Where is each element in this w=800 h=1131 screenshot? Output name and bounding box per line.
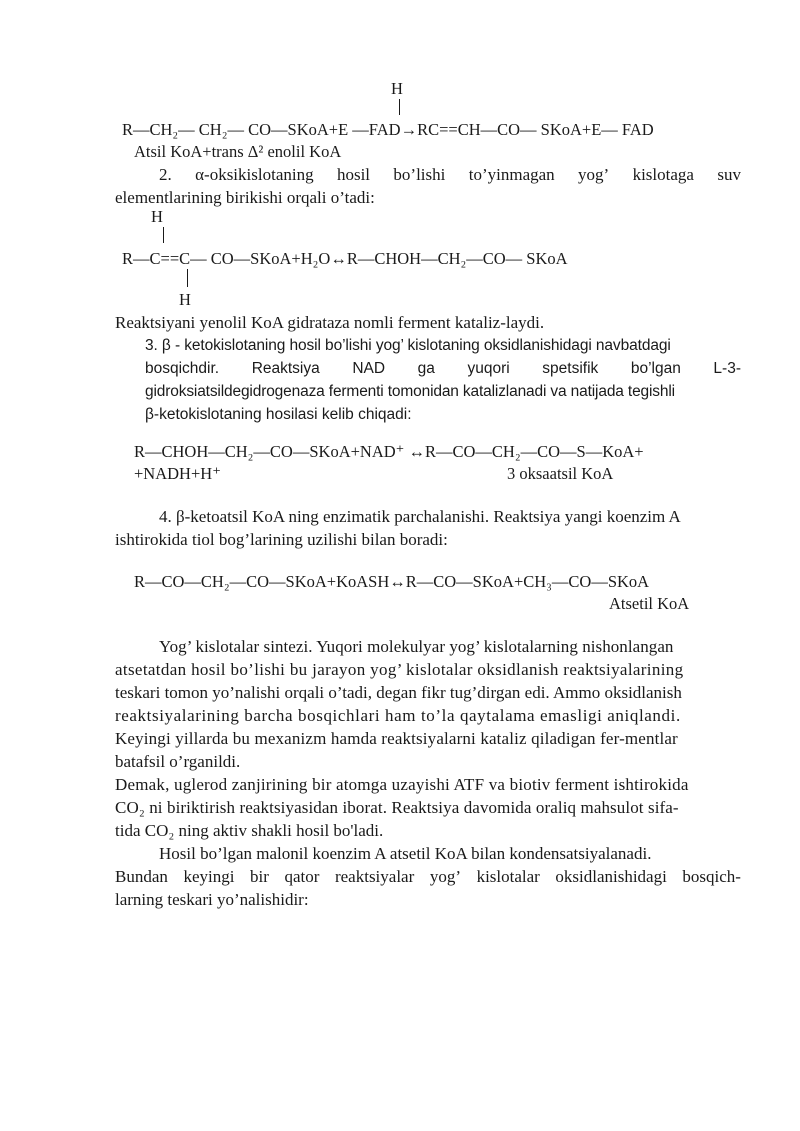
p2-line1: 2. α-oksikislotaning hosil bo’lishi to’yinmagan yog’ kislotaga suv (159, 165, 741, 184)
rxn2-h-bottom: H (179, 290, 191, 309)
p6-line2: CO₂ ni biriktirish reaktsiyasidan iborat. Reaktsiya davomida oraliq mahsulot sifa- (115, 798, 679, 817)
rxn1-equation: R—CH₂— CH₂— CO—SKoA+E —FAD→RC==CH—CO— SKoA+E— FAD (122, 120, 654, 139)
rxn4-equation: R—CO—CH₂—CO—SKoA+KoASH↔R—CO—SKoA+CH₃—CO—SKoA (134, 572, 650, 591)
p7-line2: Bundan keyingi bir qator reaktsiyalar yog’ kislotalar oksidlanishidagi bosqich- (115, 867, 741, 886)
p5-line5: Keyingi yillarda bu mexanizm hamda reaktsiyalarni kataliz qiladigan fer-mentlar (115, 729, 678, 748)
p5-line6: batafsil o’rganildi. (115, 752, 241, 771)
p5-line2: atsetatdan hosil bo’lishi bu jarayon yog’ kislotalar oksidlanish reaktsiyalarining (115, 660, 684, 679)
p5-line4: reaktsiyalarining barcha bosqichlari ham to’la qaytalama emasligi aniqlandi. (115, 706, 681, 725)
rxn2-bond-bottom (187, 269, 188, 287)
p2-line2: elementlarining birikishi orqali o’tadi: (115, 188, 375, 207)
rxn2-equation: R—C==C— CO—SKoA+H₂O↔R—CHOH—CH₂—CO— SKoA (122, 249, 568, 268)
p4-line1: 4. β-ketoatsil KoA ning enzimatik parchalanishi. Reaktsiya yangi koenzim A (159, 507, 681, 526)
p6-line1: Demak, uglerod zanjirining bir atomga uzayishi ATF va biotiv ferment ishtirokida (115, 775, 689, 794)
p7-line1: Hosil bo’lgan malonil koenzim A atsetil KoA bilan kondensatsiyalanadi. (159, 844, 652, 863)
p4-line2: ishtirokida tiol bog’larining uzilishi bilan boradi: (115, 530, 448, 549)
p6-line3: tida CO₂ ning aktiv shakli hosil bo'ladi. (115, 821, 384, 840)
rxn3-equation: R—CHOH—CH₂—CO—SKoA+NAD⁺ ↔R—CO—CH₂—CO—S—KoA+ (134, 442, 644, 461)
rxn2-h-top: H (151, 207, 163, 226)
p3-line1: 3. β - ketokislotaning hosil bo’lishi yog’ kislotaning oksidlanishidagi navbatdagi (145, 337, 671, 354)
rxn2-note: Reaktsiyani yenolil KoA gidrataza nomli ferment kataliz-laydi. (115, 313, 545, 332)
p7-line3: larning teskari yo’nalishidir: (115, 890, 309, 909)
p5-line1: Yog’ kislotalar sintezi. Yuqori molekulyar yog’ kislotalarning nishonlangan (159, 637, 674, 656)
p3-line2: bosqichdir. Reaktsiya NAD ga yuqori spetsifik bo’lgan L-3- (145, 360, 741, 377)
p3-line4: β-ketokislotaning hosilasi kelib chiqadi: (145, 406, 412, 423)
rxn3-product-label: 3 oksaatsil KoA (507, 464, 614, 483)
rxn3-line2-left: +NADH+H⁺ (134, 464, 221, 483)
rxn1-labels: Atsil KoA+trans Δ² enolil KoA (134, 142, 342, 161)
rxn4-label: Atsetil KoA (609, 594, 690, 613)
rxn1-bond-line (399, 99, 400, 115)
rxn2-bond-top (163, 227, 164, 243)
rxn1-h-top: H (391, 79, 403, 98)
p3-line3: gidroksiatsildegidrogenaza fermenti tomonidan katalizlanadi va natijada tegishli (145, 383, 675, 400)
p5-line3: teskari tomon yo’nalishi orqali o’tadi, degan fikr tug’dirgan edi. Ammo oksidlanish (115, 683, 682, 702)
